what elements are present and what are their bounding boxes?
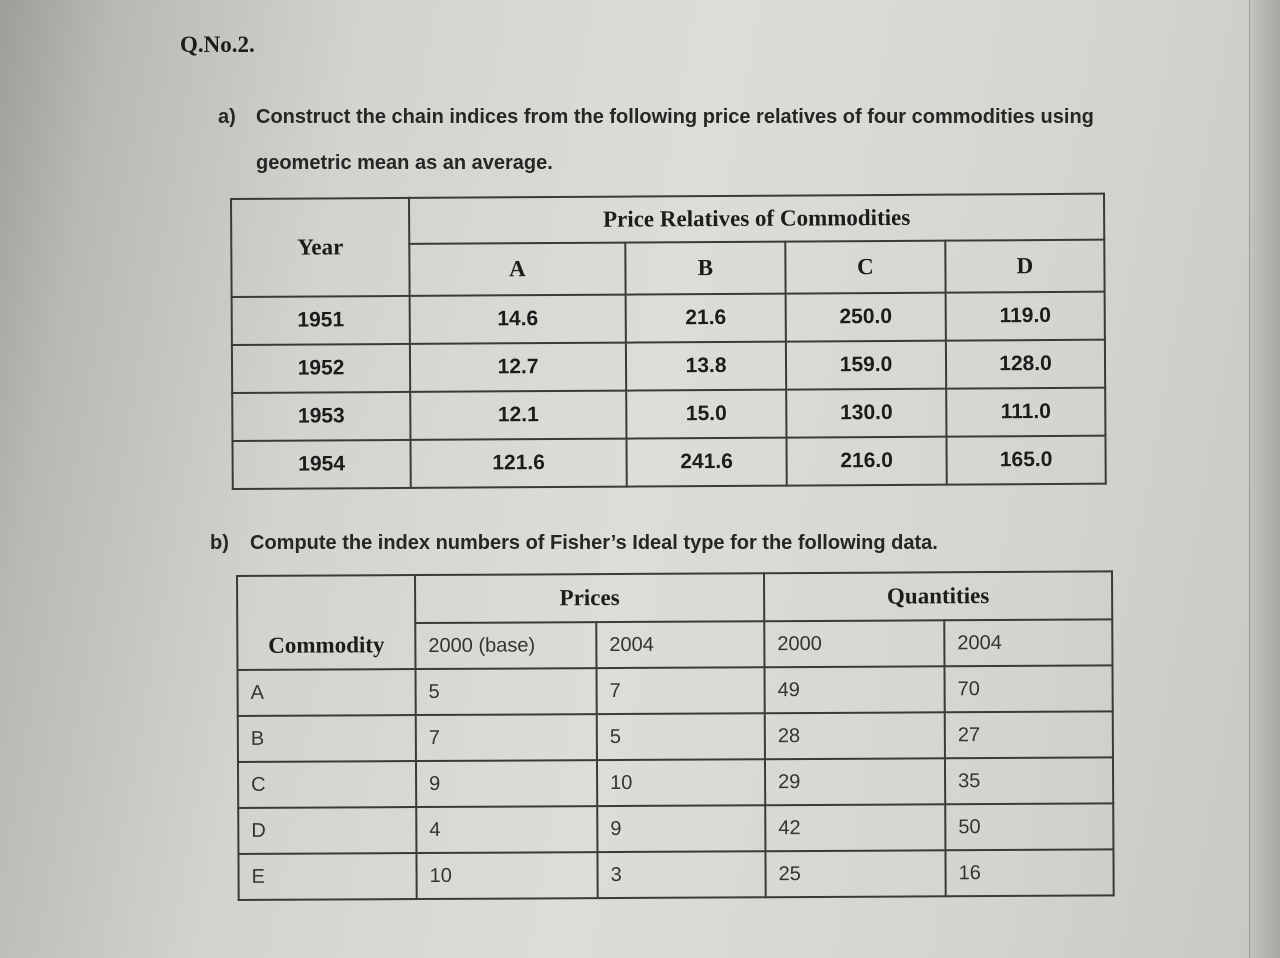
- year-cell: 1953: [232, 392, 410, 441]
- value-cell: 50: [945, 803, 1113, 850]
- commodity-cell: E: [238, 853, 416, 900]
- value-cell: 119.0: [946, 292, 1105, 341]
- table-row: [238, 711, 1113, 762]
- part-a-label: a): [218, 106, 236, 128]
- value-cell: 128.0: [946, 340, 1105, 389]
- value-cell: 5: [415, 668, 596, 715]
- value-cell: 14.6: [410, 295, 626, 344]
- value-cell: 49: [764, 666, 944, 713]
- table-row: [232, 292, 1105, 345]
- part-a-text-line2: geometric mean as an average.: [256, 152, 553, 174]
- value-cell: 9: [597, 805, 765, 852]
- price-relatives-table: [230, 193, 1107, 490]
- value-cell: 27: [945, 711, 1113, 758]
- value-cell: 70: [944, 665, 1112, 712]
- subheader-quantity-2004: 2004: [944, 619, 1112, 666]
- value-cell: 3: [597, 851, 765, 898]
- table-row: [238, 849, 1113, 900]
- value-cell: 35: [945, 757, 1113, 804]
- prices-header: Prices: [415, 573, 764, 623]
- commodity-cell: D: [238, 807, 416, 854]
- value-cell: 25: [765, 850, 945, 897]
- value-cell: 9: [416, 760, 597, 807]
- table-row: [232, 436, 1105, 489]
- part-a-instructions: [218, 94, 1118, 186]
- column-header-c: C: [785, 241, 945, 294]
- table-row: [232, 340, 1105, 393]
- value-cell: 42: [765, 804, 945, 851]
- table-row: [232, 388, 1105, 441]
- year-header: Year: [231, 198, 410, 297]
- value-cell: 165.0: [946, 436, 1105, 485]
- value-cell: 121.6: [410, 439, 626, 488]
- subheader-quantity-2000: 2000: [764, 620, 944, 667]
- part-b-label: b): [210, 532, 229, 554]
- value-cell: 7: [596, 667, 764, 714]
- commodity-header: Commodity: [237, 575, 415, 670]
- value-cell: 7: [416, 714, 597, 761]
- table-row: [238, 757, 1113, 808]
- commodity-cell: C: [238, 761, 416, 808]
- group-header: Price Relatives of Commodities: [409, 194, 1104, 244]
- value-cell: 12.1: [410, 391, 626, 440]
- value-cell: 250.0: [786, 293, 946, 342]
- value-cell: 10: [416, 852, 597, 899]
- value-cell: 10: [597, 759, 765, 806]
- quantities-header: Quantities: [764, 571, 1112, 621]
- part-b-text: Compute the index numbers of Fisher’s Ideal type for the following data.: [250, 532, 938, 554]
- value-cell: 29: [765, 758, 945, 805]
- value-cell: 159.0: [786, 341, 946, 390]
- part-b-instructions: [210, 532, 938, 555]
- value-cell: 111.0: [946, 388, 1105, 437]
- column-header-d: D: [945, 240, 1104, 293]
- value-cell: 12.7: [410, 343, 626, 392]
- value-cell: 5: [597, 713, 765, 760]
- value-cell: 216.0: [786, 437, 946, 486]
- value-cell: 28: [765, 712, 945, 759]
- year-cell: 1954: [232, 440, 410, 489]
- commodity-cell: B: [238, 715, 416, 762]
- page-edge: [1249, 0, 1280, 958]
- fisher-data-table: [236, 570, 1115, 901]
- table-row: [237, 665, 1112, 716]
- column-header-b: B: [625, 242, 785, 295]
- value-cell: 13.8: [626, 342, 786, 391]
- value-cell: 130.0: [786, 389, 946, 438]
- part-a-text-line1: Construct the chain indices from the following price relatives of four commodities using: [256, 106, 1094, 128]
- subheader-price-2000: 2000 (base): [415, 622, 596, 669]
- table-row: [238, 803, 1113, 854]
- year-cell: 1951: [232, 296, 410, 345]
- value-cell: 241.6: [626, 438, 786, 487]
- commodity-cell: A: [237, 669, 415, 716]
- year-cell: 1952: [232, 344, 410, 393]
- column-header-a: A: [409, 243, 625, 296]
- value-cell: 21.6: [626, 294, 786, 343]
- question-number: Q.No.2.: [180, 32, 255, 57]
- value-cell: 16: [945, 849, 1113, 896]
- subheader-price-2004: 2004: [596, 621, 764, 668]
- value-cell: 4: [416, 806, 597, 853]
- value-cell: 15.0: [626, 390, 786, 439]
